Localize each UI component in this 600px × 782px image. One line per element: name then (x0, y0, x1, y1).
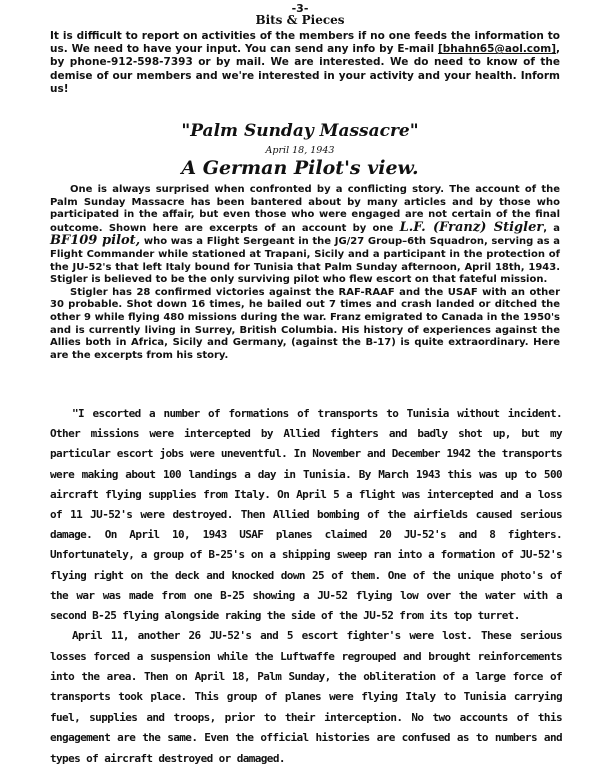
page-number: -3- (291, 2, 309, 15)
intro-text-start: It is difficult to report on activities of the members if no one feeds the information to us. We need to have your input. You can send any info by E-mail (50, 30, 560, 56)
article-date: April 18, 1943 (265, 145, 335, 156)
paragraph-biography: Stigler has 28 confirmed victories against the RAF-RAAF and the USAF with an other 30 probable. Shot down 16 times, he bailed out 7 times and crash landed or ditched the other 9 while flying 480 missions during the war. Franz emigrated to Canada in the 1950's and is currently living in Surrey, British Columbia. His history of experiences against the Allies both in Africa, Sicily and Germany, (against the B-17) is quite extraordinary. Here are the excerpts from his story. (50, 286, 560, 361)
section-header: Bits & Pieces (255, 13, 345, 27)
pilot-name: L.F. (Franz) Stigler (399, 219, 544, 235)
article-subtitle: A German Pilot's view. (181, 157, 419, 179)
article-title: "Palm Sunday Massacre" (181, 121, 419, 141)
email-address: [bhahn65@aol.com] (437, 43, 556, 56)
article-introduction (50, 184, 560, 362)
account-paragraph-1: "I escorted a number of formations of transports to Tunisia without incident. Other missions were intercepted by Allied fighters and badly shot up, but my particular escort jobs were uneventful. In November and December 1942 the transports were making about 100 landings a day in Tunisia. By March 1943 this was up to 500 aircraft flying supplies from Italy. On April 5 a flight was intercepted and a loss of 11 JU-52's were destroyed. Then Allied bombing of the airfields caused serious damage. On April 10, 1943 USAF planes claimed 20 JU-52's and 8 fighters. Unfortunately, a group of B-25's on a shipping sweep ran into a formation of JU-52's flying right on the deck and knocked down 25 of them. One of the unique photo's of the war was made from one B-25 showing a JU-52 flying low over the water with a second B-25 flying alongside raking the side of the JU-52 from its top turret. (50, 407, 562, 623)
intro-text-end: , by phone-912-598-7393 or by mail. We are interested. We do need to know of the demise of our members and we're interested in your activity and your health. Inform us! (50, 43, 560, 95)
pilot-role: BF109 pilot, (50, 233, 141, 249)
paragraph-intro-b: , a (543, 222, 560, 234)
intro-paragraph (50, 30, 560, 96)
pilot-account (50, 404, 562, 769)
paragraph-intro-c: who was a Flight Sergeant in the JG/27 Group–6th Squadron, serving as a Flight Commander while stationed at Trapani, Sicily and a participant in the protection of the JU-52's that left Italy bound for Tunisia that Palm Sunday afternoon, April 18th, 1943. Stigler is believed to be the only surviving pilot who flew escort on that fateful mission. (50, 236, 560, 286)
paragraph-intro (50, 184, 560, 287)
account-paragraph-2: April 11, another 26 JU-52's and 5 escort fighter's were lost. These serious losses forced a suspension while the Luftwaffe regrouped and brought reinforcements into the area. Then on April 18, Palm Sunday, the obliteration of a large force of transports took place. This group of planes were flying Italy to Tunisia carrying fuel, supplies and troops, prior to their interception. No two accounts of this engagement are the same. Even the official histories are confused as to numbers and types of aircraft destroyed or damaged. (50, 629, 562, 765)
paragraph-intro-a: One is always surprised when confronted by a conflicting story. The account of the Palm Sunday Massacre has been bantered about by many articles and by those who participated in the affair, but even those who were engaged are not certain of the final outcome. Shown here are excerpts of an account by one (50, 184, 560, 234)
